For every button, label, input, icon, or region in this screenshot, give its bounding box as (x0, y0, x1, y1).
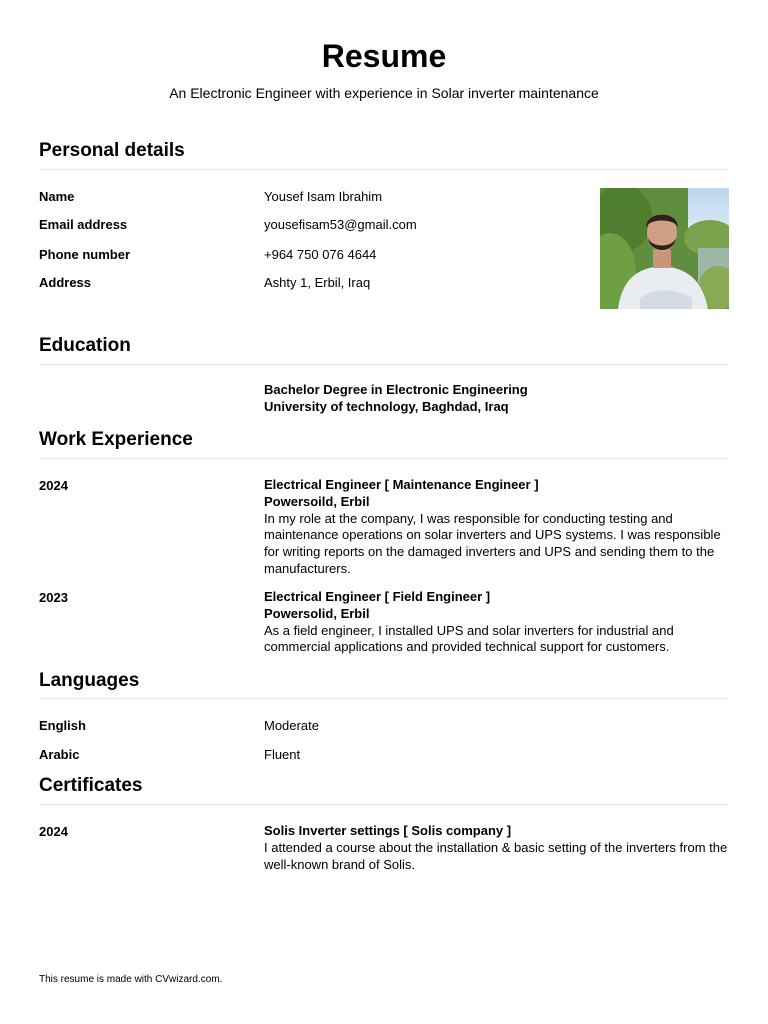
work-description: As a field engineer, I installed UPS and solar inverters for industrial and commercial applications and provided technical support for customers. (264, 622, 674, 655)
address-value: Ashty 1, Erbil, Iraq (264, 275, 371, 290)
work-company: Powersoild, Erbil (264, 493, 370, 509)
work-description: In my role at the company, I was responsible for conducting testing and maintenance operations on solar inverters and UPS systems. I was responsible for writing reports on the damaged inverters and UPS and sending them to the manufacturers. (264, 510, 721, 576)
resume-title: Resume (321, 38, 447, 74)
language-name: Arabic (39, 747, 80, 762)
work-year: 2024 (39, 478, 68, 493)
work-role: Electrical Engineer [ Maintenance Engineer ] (264, 477, 539, 492)
education-school: University of technology, Baghdad, Iraq (264, 398, 509, 414)
section-heading-work-experience: Work Experience (39, 429, 193, 450)
footer-credit: This resume is made with CVwizard.com. (39, 974, 223, 985)
name-label: Name (39, 189, 75, 204)
certificate-year: 2024 (39, 824, 68, 839)
language-level: Moderate (264, 718, 319, 733)
phone-value: +964 750 076 4644 (264, 247, 377, 262)
education-entry (264, 382, 730, 416)
profile-photo-illustration (600, 188, 729, 309)
address-label: Address (39, 275, 92, 290)
section-divider (39, 698, 729, 699)
section-heading-certificates: Certificates (39, 775, 143, 796)
section-heading-education: Education (39, 335, 131, 356)
email-value: yousefisam53@gmail.com (264, 217, 417, 232)
language-name: English (39, 718, 86, 733)
certificate-entry (264, 823, 730, 873)
work-entry (264, 477, 730, 578)
work-entry (264, 589, 730, 656)
name-value: Yousef Isam Ibrahim (264, 189, 383, 204)
section-divider (39, 458, 729, 459)
section-divider (39, 804, 729, 805)
education-degree: Bachelor Degree in Electronic Engineering (264, 382, 528, 397)
language-level: Fluent (264, 747, 301, 762)
work-role: Electrical Engineer [ Field Engineer ] (264, 589, 491, 604)
section-divider (39, 364, 729, 365)
section-heading-languages: Languages (39, 670, 140, 691)
profile-photo (600, 188, 729, 309)
email-label: Email address (39, 217, 128, 232)
certificate-description: I attended a course about the installation & basic setting of the inverters from the well-known brand of Solis. (264, 839, 728, 872)
work-year: 2023 (39, 590, 68, 605)
resume-subtitle: An Electronic Engineer with experience in Solar inverter maintenance (169, 85, 599, 101)
section-heading-personal-details: Personal details (39, 140, 185, 161)
work-company: Powersolid, Erbil (264, 605, 370, 621)
phone-label: Phone number (39, 247, 131, 262)
section-divider (39, 169, 729, 170)
certificate-title: Solis Inverter settings [ Solis company ] (264, 823, 512, 838)
